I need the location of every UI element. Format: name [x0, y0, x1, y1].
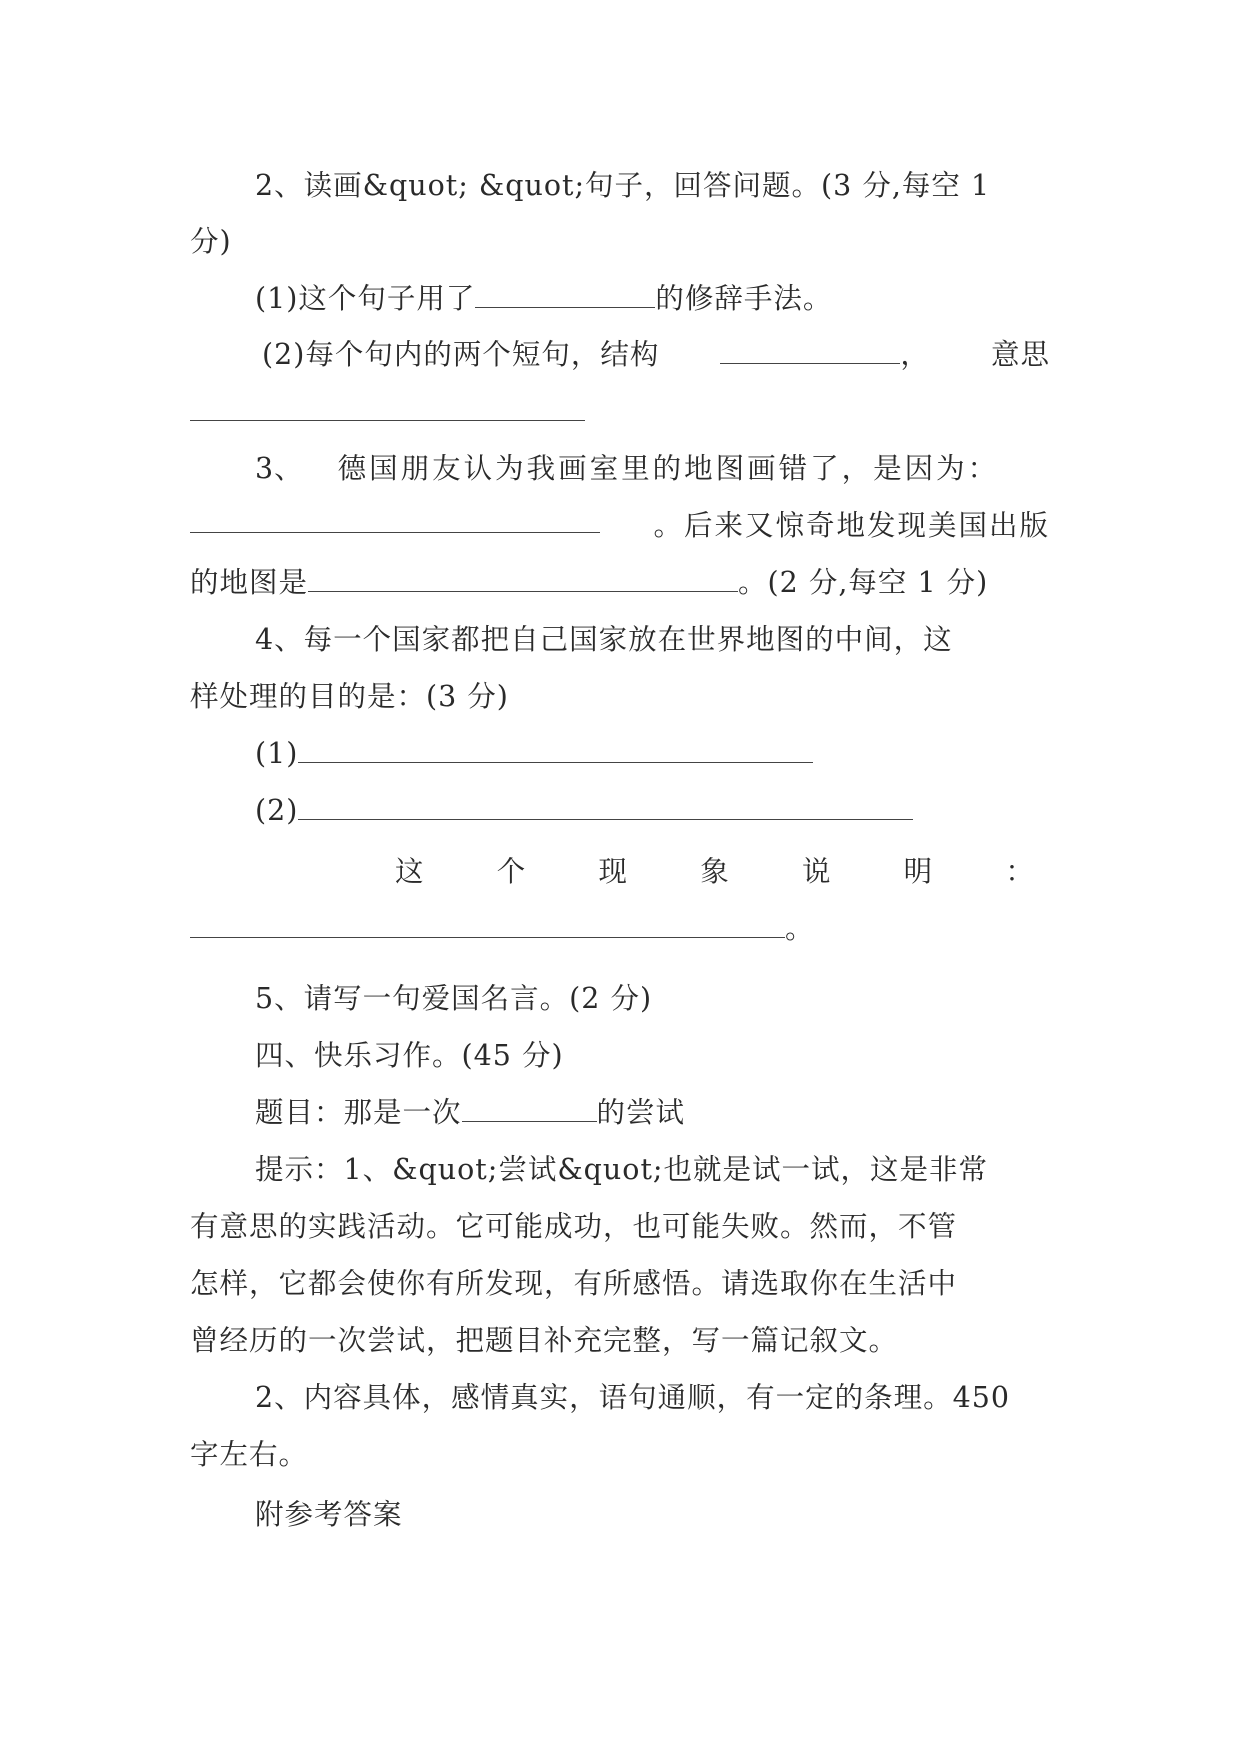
answer-heading: 附参考答案	[255, 1498, 403, 1531]
answer-blank[interactable]	[720, 337, 900, 364]
q3-line-3: 的地图是 。(2 分,每空 1 分)	[190, 566, 989, 599]
hint-1-line-3: 怎样，它都会使你有所发现，有所感悟。请选取你在生活中	[190, 1267, 958, 1300]
answer-blank[interactable]	[308, 565, 738, 592]
answer-blank[interactable]	[475, 281, 655, 308]
hint-1-line-2: 有意思的实践活动。它可能成功，也可能失败。然而，不管	[190, 1210, 958, 1243]
section4-heading: 四、快乐习作。(45 分)	[255, 1039, 564, 1072]
answer-blank[interactable]	[298, 793, 913, 820]
hint-2-line-1: 2、内容具体，感情真实，语句通顺，有一定的条理。450	[255, 1381, 1011, 1414]
q4-line-2: 样处理的目的是：(3 分)	[190, 680, 509, 713]
q4-line-1: 4、每一个国家都把自己国家放在世界地图的中间，这	[255, 623, 953, 656]
q2-sub2-blank-line	[190, 392, 1050, 432]
answer-blank[interactable]	[190, 506, 600, 533]
q4-item-2: (2)	[255, 791, 1050, 831]
hint-1-line-4: 曾经历的一次尝试，把题目补充完整，写一篇记叙文。	[190, 1324, 899, 1357]
q3-line-2: 。后来又惊奇地发现美国出版	[190, 506, 1050, 546]
hint-1-line-1: 提示：1、&quot;尝试&quot;也就是试一试，这是非常	[255, 1153, 988, 1186]
answer-blank[interactable]	[190, 394, 585, 421]
hint-2-line-2: 字左右。	[190, 1438, 309, 1471]
q2-line-2: 分)	[190, 225, 232, 258]
answer-blank[interactable]	[462, 1095, 597, 1122]
essay-title: 题目：那是一次 的尝试	[255, 1096, 686, 1129]
answer-blank[interactable]	[190, 911, 785, 938]
q2-line-1	[255, 166, 1050, 206]
q4-phenomenon-line: 这 个 现 象 说 明 ：	[395, 855, 1035, 888]
q2-sub1: (1)这个句子用了 的修辞手法。	[255, 282, 833, 315]
q4-item-1: (1)	[255, 734, 1050, 774]
q4-phenomenon-blank: 。	[190, 909, 1050, 949]
q2-prompt: 2、读画&quot; &quot;句子，回答问题。(3 分,每空 1	[255, 169, 991, 202]
q2-sub2: (2)每个句内的两个短句，结构 ， 意思	[262, 338, 1050, 371]
q5-line: 5、请写一句爱国名言。(2 分)	[255, 982, 653, 1015]
q3-line-1: 3、 德国朋友认为我画室里的地图画错了，是因为：	[255, 452, 1000, 485]
answer-blank[interactable]	[298, 736, 813, 763]
